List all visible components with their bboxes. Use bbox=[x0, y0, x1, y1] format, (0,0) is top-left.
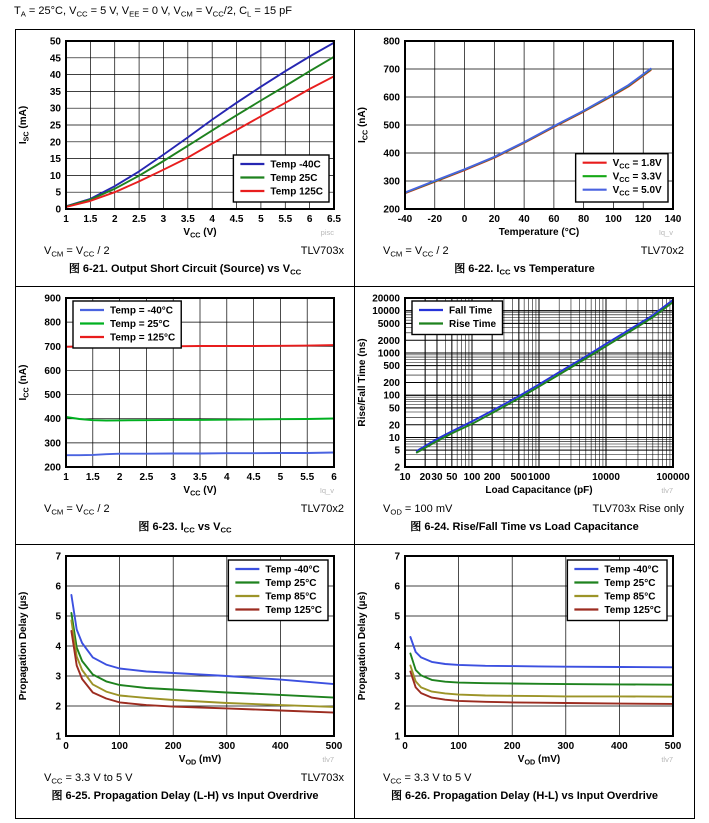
panel-prop-delay-lh bbox=[16, 545, 355, 818]
x-axis-label: Load Capacitance (pF) bbox=[485, 485, 593, 496]
series-line bbox=[410, 654, 673, 685]
svg-text:1: 1 bbox=[394, 731, 400, 743]
figure-caption: 图 6-24. Rise/Fall Time vs Load Capacitance bbox=[410, 521, 639, 533]
series-line bbox=[410, 637, 673, 667]
svg-text:5: 5 bbox=[394, 611, 400, 623]
svg-text:35: 35 bbox=[49, 86, 61, 98]
svg-text:40: 40 bbox=[49, 70, 61, 82]
svg-text:500: 500 bbox=[325, 741, 343, 752]
svg-text:-40: -40 bbox=[397, 214, 413, 225]
x-tick-labels bbox=[63, 214, 341, 225]
svg-text:30: 30 bbox=[431, 472, 443, 483]
svg-text:50: 50 bbox=[388, 403, 400, 415]
svg-text:Temp 85°C: Temp 85°C bbox=[265, 591, 317, 603]
condition-label: $V_{CC} = 3.3$ V to 5 V bbox=[44, 772, 133, 786]
svg-text:140: 140 bbox=[664, 214, 682, 225]
svg-text:Temp 125°C: Temp 125°C bbox=[604, 605, 661, 616]
svg-text:6: 6 bbox=[55, 581, 61, 593]
figure-caption: 图 6-25. Propagation Delay (L-H) vs Input Overdrive bbox=[51, 790, 319, 802]
svg-text:Temp = 25°C: Temp = 25°C bbox=[110, 319, 170, 330]
panel-icc-vs-vcc bbox=[16, 287, 355, 545]
svg-text:4.5: 4.5 bbox=[229, 214, 244, 225]
svg-text:VCC = 5.0V: $V_{CC} = 5.0V$ bbox=[612, 185, 662, 198]
x-axis-label: $V_{CC}$ (V) bbox=[183, 485, 217, 498]
svg-text:6: 6 bbox=[306, 214, 313, 225]
svg-text:2: 2 bbox=[394, 462, 400, 474]
svg-text:3: 3 bbox=[394, 671, 400, 683]
condition-label: $V_{CM} = V_{CC} / 2$ bbox=[383, 245, 449, 259]
y-axis-label: Propagation Delay (µs) bbox=[18, 591, 29, 701]
svg-text:400: 400 bbox=[611, 741, 628, 752]
svg-text:2: 2 bbox=[111, 214, 118, 225]
device-label: TLV703x bbox=[300, 245, 344, 257]
watermark: tlv7 bbox=[661, 486, 673, 495]
watermark: Iq_v bbox=[658, 228, 673, 237]
chart-icc-vs-vcc bbox=[16, 290, 354, 501]
x-tick-labels bbox=[63, 472, 337, 483]
svg-text:20000: 20000 bbox=[372, 293, 400, 305]
series-line bbox=[410, 672, 673, 704]
svg-text:20: 20 bbox=[388, 420, 400, 432]
svg-text:0: 0 bbox=[461, 214, 468, 225]
svg-text:10: 10 bbox=[49, 170, 61, 182]
legend bbox=[233, 155, 329, 202]
svg-text:50: 50 bbox=[446, 472, 458, 483]
legend bbox=[576, 154, 668, 202]
svg-text:-20: -20 bbox=[427, 214, 443, 225]
watermark: pisc bbox=[320, 228, 334, 237]
svg-text:6: 6 bbox=[331, 472, 337, 483]
panel-icc-vs-temperature bbox=[355, 30, 694, 287]
svg-text:300: 300 bbox=[383, 176, 400, 188]
chart-footer bbox=[16, 501, 354, 517]
svg-text:1.5: 1.5 bbox=[85, 472, 100, 483]
svg-text:Temp -40°C: Temp -40°C bbox=[604, 564, 659, 576]
svg-text:600: 600 bbox=[383, 92, 400, 104]
y-axis-label: Propagation Delay (µs) bbox=[357, 591, 368, 701]
svg-text:Temp 125°C: Temp 125°C bbox=[265, 605, 322, 616]
svg-text:2: 2 bbox=[116, 472, 123, 483]
svg-text:1: 1 bbox=[63, 472, 69, 483]
y-tick-labels bbox=[372, 294, 400, 474]
svg-text:Temp = -40°C: Temp = -40°C bbox=[110, 305, 173, 317]
svg-text:100: 100 bbox=[605, 214, 622, 225]
conditions-header: $T_A = 25^\circ C$, $V_{CC} = 5$ V, $V_{EE} = 0$ V, $V_{CM} = V_{CC}/2$, $C_L = 15$ pF bbox=[14, 5, 292, 19]
svg-text:Temp 25C: Temp 25C bbox=[270, 173, 318, 184]
svg-text:Temp -40C: Temp -40C bbox=[270, 159, 321, 171]
y-tick-labels bbox=[50, 37, 62, 216]
chart-footer bbox=[355, 770, 694, 786]
series-line bbox=[71, 621, 334, 707]
svg-text:2: 2 bbox=[394, 701, 400, 713]
svg-text:200: 200 bbox=[164, 741, 182, 752]
svg-text:500: 500 bbox=[44, 390, 61, 402]
x-axis-label: $V_{CC}$ (V) bbox=[183, 227, 217, 240]
chart-footer bbox=[16, 770, 354, 786]
svg-text:100: 100 bbox=[450, 741, 467, 752]
svg-text:200: 200 bbox=[383, 204, 400, 216]
legend bbox=[228, 560, 328, 621]
svg-text:4: 4 bbox=[394, 641, 400, 653]
svg-text:0: 0 bbox=[402, 741, 408, 752]
svg-text:100000: 100000 bbox=[656, 472, 690, 483]
svg-text:2.5: 2.5 bbox=[132, 214, 147, 225]
x-axis-label: Temperature (°C) bbox=[498, 227, 580, 238]
svg-text:80: 80 bbox=[578, 214, 590, 225]
svg-text:10000: 10000 bbox=[372, 306, 400, 318]
y-axis-label: $I_{CC}$ (nA) bbox=[357, 107, 370, 143]
svg-text:Temp = 125°C: Temp = 125°C bbox=[110, 332, 176, 344]
svg-text:2: 2 bbox=[55, 701, 61, 713]
chart-prop-delay-hl bbox=[355, 548, 693, 770]
svg-text:VCC = 3.3V: $V_{CC} = 3.3V$ bbox=[612, 171, 662, 184]
svg-text:Temp 125C: Temp 125C bbox=[270, 186, 323, 198]
y-tick-labels bbox=[55, 552, 61, 743]
svg-text:3: 3 bbox=[170, 472, 176, 483]
svg-text:25: 25 bbox=[49, 120, 61, 132]
x-axis-label: $V_{OD}$ (mV) bbox=[178, 754, 222, 767]
svg-text:1000: 1000 bbox=[527, 472, 551, 483]
svg-text:200: 200 bbox=[483, 472, 501, 483]
svg-text:4: 4 bbox=[224, 472, 230, 483]
figure-caption: 图 6-21. Output Short Circuit (Source) vs $V_{CC}$ bbox=[68, 263, 302, 277]
svg-text:20: 20 bbox=[488, 214, 500, 225]
figure-caption: 图 6-26. Propagation Delay (H-L) vs Input Overdrive bbox=[390, 790, 659, 802]
svg-text:10: 10 bbox=[388, 432, 400, 444]
svg-text:VCC = 1.8V: $V_{CC} = 1.8V$ bbox=[612, 158, 662, 171]
condition-label: $V_{CM} = V_{CC} / 2$ bbox=[44, 503, 110, 517]
svg-text:10000: 10000 bbox=[592, 472, 620, 483]
svg-text:5000: 5000 bbox=[377, 318, 400, 330]
svg-text:120: 120 bbox=[634, 214, 652, 225]
svg-text:700: 700 bbox=[44, 341, 61, 353]
y-axis-label: $I_{CC}$ (nA) bbox=[18, 364, 31, 401]
svg-text:400: 400 bbox=[44, 414, 61, 426]
chart-rise-fall-time bbox=[355, 290, 693, 501]
characteristic-curves-grid bbox=[15, 29, 695, 819]
x-tick-labels bbox=[402, 741, 682, 752]
x-axis-label: $V_{OD}$ (mV) bbox=[517, 754, 561, 767]
svg-text:10: 10 bbox=[399, 472, 411, 483]
svg-text:500: 500 bbox=[383, 120, 400, 132]
svg-text:6: 6 bbox=[394, 581, 400, 593]
svg-text:5.5: 5.5 bbox=[300, 472, 315, 483]
svg-text:200: 200 bbox=[383, 378, 400, 389]
panel-prop-delay-hl bbox=[355, 545, 694, 818]
svg-text:300: 300 bbox=[44, 438, 61, 450]
svg-text:1.5: 1.5 bbox=[83, 214, 98, 225]
svg-text:Temp -40°C: Temp -40°C bbox=[265, 564, 320, 576]
svg-text:20: 20 bbox=[49, 137, 61, 149]
svg-text:3.5: 3.5 bbox=[180, 214, 195, 225]
svg-text:1: 1 bbox=[63, 214, 69, 225]
svg-text:4: 4 bbox=[209, 214, 215, 225]
chart-footer bbox=[355, 243, 694, 259]
svg-text:3: 3 bbox=[160, 214, 167, 225]
svg-text:Fall Time: Fall Time bbox=[449, 305, 493, 317]
svg-text:200: 200 bbox=[44, 462, 61, 474]
svg-text:5.5: 5.5 bbox=[278, 214, 293, 225]
y-tick-labels bbox=[44, 294, 61, 474]
svg-text:Rise Time: Rise Time bbox=[449, 319, 497, 330]
svg-text:100: 100 bbox=[463, 472, 481, 483]
svg-text:900: 900 bbox=[44, 293, 61, 305]
svg-text:4.5: 4.5 bbox=[246, 472, 261, 483]
chart-footer bbox=[16, 243, 354, 259]
device-label: TLV703x bbox=[300, 772, 344, 784]
watermark: Iq_v bbox=[319, 486, 334, 495]
condition-label: $V_{CC} = 3.3$ V to 5 V bbox=[383, 772, 472, 786]
chart-prop-delay-lh bbox=[16, 548, 354, 770]
panel-rise-fall-time bbox=[355, 287, 694, 545]
svg-text:Temp 25°C: Temp 25°C bbox=[604, 578, 656, 589]
device-label: TLV703x Rise only bbox=[592, 503, 684, 515]
svg-text:200: 200 bbox=[503, 741, 521, 752]
svg-text:1: 1 bbox=[55, 731, 61, 743]
svg-text:100: 100 bbox=[111, 741, 128, 752]
panel-output-short-circuit bbox=[16, 30, 355, 287]
svg-text:20: 20 bbox=[419, 472, 431, 483]
svg-text:30: 30 bbox=[49, 103, 61, 115]
chart-icc-vs-temperature bbox=[355, 33, 693, 243]
svg-text:5: 5 bbox=[277, 472, 284, 483]
svg-text:15: 15 bbox=[49, 154, 61, 166]
x-tick-labels bbox=[63, 741, 343, 752]
svg-text:800: 800 bbox=[383, 36, 400, 48]
y-axis-label: $I_{SC}$ (mA) bbox=[18, 105, 31, 145]
y-tick-labels bbox=[394, 552, 400, 743]
svg-text:2.5: 2.5 bbox=[139, 472, 154, 483]
legend bbox=[567, 560, 667, 621]
svg-text:Temp 25°C: Temp 25°C bbox=[265, 578, 317, 589]
condition-label: $V_{OD} = 100$ mV bbox=[383, 503, 453, 517]
svg-text:5: 5 bbox=[394, 445, 400, 457]
svg-text:500: 500 bbox=[664, 741, 682, 752]
svg-text:60: 60 bbox=[548, 214, 560, 225]
figure-caption: 图 6-22. $I_{CC}$ vs Temperature bbox=[454, 263, 595, 277]
svg-text:0: 0 bbox=[55, 204, 61, 216]
svg-text:300: 300 bbox=[218, 741, 236, 752]
svg-text:7: 7 bbox=[55, 551, 61, 563]
figure-caption: 图 6-23. $I_{CC}$ vs $V_{CC}$ bbox=[138, 521, 232, 535]
svg-text:1000: 1000 bbox=[377, 348, 400, 360]
y-axis-label: Rise/Fall Time (ns) bbox=[357, 338, 368, 427]
svg-text:400: 400 bbox=[272, 741, 289, 752]
svg-text:3.5: 3.5 bbox=[193, 472, 207, 483]
svg-text:7: 7 bbox=[394, 551, 400, 563]
watermark: tlv7 bbox=[322, 755, 334, 764]
svg-text:40: 40 bbox=[518, 214, 530, 225]
svg-text:3: 3 bbox=[55, 671, 61, 683]
svg-text:5: 5 bbox=[258, 214, 264, 225]
svg-text:Temp 85°C: Temp 85°C bbox=[604, 591, 656, 603]
svg-text:700: 700 bbox=[383, 64, 400, 76]
svg-text:5: 5 bbox=[55, 611, 61, 623]
svg-text:4: 4 bbox=[55, 641, 61, 653]
legend bbox=[412, 301, 502, 335]
svg-text:0: 0 bbox=[63, 741, 69, 752]
y-tick-labels bbox=[383, 37, 400, 216]
svg-text:50: 50 bbox=[49, 36, 61, 48]
device-label: TLV70x2 bbox=[640, 245, 684, 257]
svg-text:600: 600 bbox=[44, 365, 61, 377]
condition-label: $V_{CM} = V_{CC} / 2$ bbox=[44, 245, 110, 259]
svg-text:500: 500 bbox=[383, 361, 400, 373]
device-label: TLV70x2 bbox=[300, 503, 344, 515]
chart-isc-vs-vcc bbox=[16, 33, 354, 243]
svg-text:300: 300 bbox=[557, 741, 575, 752]
watermark: tlv7 bbox=[661, 755, 673, 764]
x-tick-labels bbox=[398, 214, 682, 225]
series-line bbox=[71, 631, 334, 713]
svg-text:45: 45 bbox=[49, 53, 61, 65]
svg-text:5: 5 bbox=[55, 187, 61, 199]
svg-text:800: 800 bbox=[44, 317, 61, 329]
svg-text:500: 500 bbox=[510, 472, 528, 483]
series-line bbox=[71, 613, 334, 698]
svg-text:100: 100 bbox=[383, 390, 400, 402]
series bbox=[410, 637, 673, 704]
x-tick-labels bbox=[399, 472, 690, 483]
svg-text:6.5: 6.5 bbox=[327, 214, 341, 225]
legend bbox=[73, 301, 181, 348]
chart-footer bbox=[355, 501, 694, 517]
svg-text:2000: 2000 bbox=[377, 335, 400, 347]
svg-text:400: 400 bbox=[383, 148, 400, 160]
